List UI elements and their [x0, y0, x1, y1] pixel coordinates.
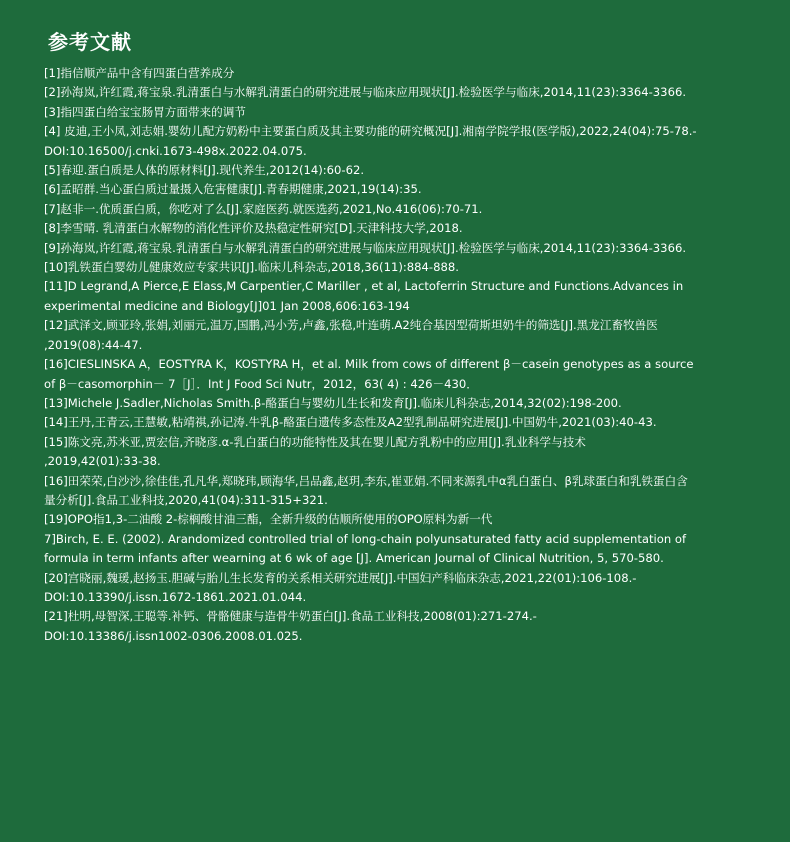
reference-item: [13]Michele J.Sadler,Nicholas Smith.β-酪蛋白与婴幼儿生长和发育[J].临床儿科杂志,2014,32(02):198-200.: [44, 395, 622, 410]
reference-item: [2]孙海岚,许红霞,蒋宝泉.乳清蛋白与水解乳清蛋白的研究进展与临床应用现状[J].检验医学与临床,2014,11(23):3364-3366.: [44, 85, 687, 100]
reference-item: [3]指四蛋白给宝宝肠胃方面带来的调节: [44, 104, 246, 119]
reference-item: [21]杜明,母智深,王聪等.补钙、骨骼健康与造骨牛奶蛋白[J].食品工业科技,2008(01):271-274.- DOI:10.13386/j.issn1002-0306.2008.01.025.: [44, 609, 537, 643]
reference-list: [44, 64, 760, 646]
reference-item: [7]赵非一.优质蛋白质，你吃对了么[J].家庭医药.就医选药,2021,No.416(06):70-71.: [44, 201, 483, 216]
reference-item: [12]武泽文,顾亚玲,张娟,刘丽元,温万,国鹏,冯小芳,卢鑫,张稳,叶连萌.A2纯合基因型荷斯坦奶牛的筛选[J].黑龙江畜牧兽医 ,2019(08):44-47.: [44, 318, 658, 352]
reference-item: [4] 皮迪,王小凤,刘志娟.婴幼儿配方奶粉中主要蛋白质及其主要功能的研究概况[J].湘南学院学报(医学版),2022,24(04):75-78.- DOI:10.16500/j.cnki.1673-498x.2022.04.075.: [44, 124, 697, 158]
references-title: 参考文献: [48, 30, 132, 54]
reference-item: [10]乳铁蛋白婴幼儿健康效应专家共识[J].临床儿科杂志,2018,36(11):884-888.: [44, 260, 459, 275]
reference-item: [19]OPO指1,3-二油酸 2-棕榈酸甘油三酯，全新升级的佶顺所使用的OPO原料为新一代 7]Birch, E. E. (2002). Arandomized controlled trial of long-chain polyunsaturated fatty acid supplementation of formula in term infants after wearning at 6 wk of age [J]. American Journal of Clinical Nutrition, 5, 570-580.: [44, 512, 687, 566]
reference-item: [1]指信顺产品中含有四蛋白营养成分: [44, 66, 235, 80]
reference-item: [20]宫晓丽,魏瑗,赵扬玉.胆碱与胎儿生长发育的关系相关研究进展[J].中国妇产科临床杂志,2021,22(01):106-108.- DOI:10.13390/j.issn.1672-1861.2021.01.044.: [44, 570, 637, 604]
reference-item: [11]D Legrand,A Pierce,E Elass,M Carpentier,C Mariller , et al, Lactoferrin Structure and Functions.Advances in experimental medicine and Biology[J]01 Jan 2008,606:163-194: [44, 279, 684, 313]
reference-item: [14]王丹,王青云,王慧敏,粘靖祺,孙记涛.牛乳β-酪蛋白遗传多态性及A2型乳制品研究进展[J].中国奶牛,2021(03):40-43.: [44, 415, 657, 430]
reference-item: [6]孟昭群.当心蛋白质过量摄入危害健康[J].青春期健康,2021,19(14):35.: [44, 182, 422, 197]
reference-item: [8]李雪晴. 乳清蛋白水解物的消化性评价及热稳定性研究[D].天津科技大学,2018.: [44, 221, 463, 236]
reference-item: [15]陈文亮,苏米亚,贾宏信,齐晓彦.α-乳白蛋白的功能特性及其在婴儿配方乳粉中的应用[J].乳业科学与技术 ,2019,42(01):33-38.: [44, 434, 586, 469]
reference-item: [16]田荣荣,白沙沙,徐佳佳,孔凡华,郑晓玮,顾海华,吕品鑫,赵玥,李东,崔亚娟.不同来源乳中α乳白蛋白、β乳球蛋白和乳铁蛋白含 量分析[J].食品工业科技,2020,41(04):311-315+321.: [44, 473, 688, 507]
reference-item: [5]春迎.蛋白质是人体的原材料[J].现代养生,2012(14):60-62.: [44, 163, 365, 178]
reference-item: [9]孙海岚,许红霞,蒋宝泉.乳清蛋白与水解乳清蛋白的研究进展与临床应用现状[J].检验医学与临床,2014,11(23):3364-3366.: [44, 240, 687, 255]
reference-item: [16]CIESLINSKA A，EOSTYRA K，KOSTYRA H，et al. Milk from cows of different β－casein genotypes as a source of β－casomorphin－ 7［J］．Int J Food Sci Nutr，2012，63( 4) : 426－430．: [44, 357, 694, 391]
